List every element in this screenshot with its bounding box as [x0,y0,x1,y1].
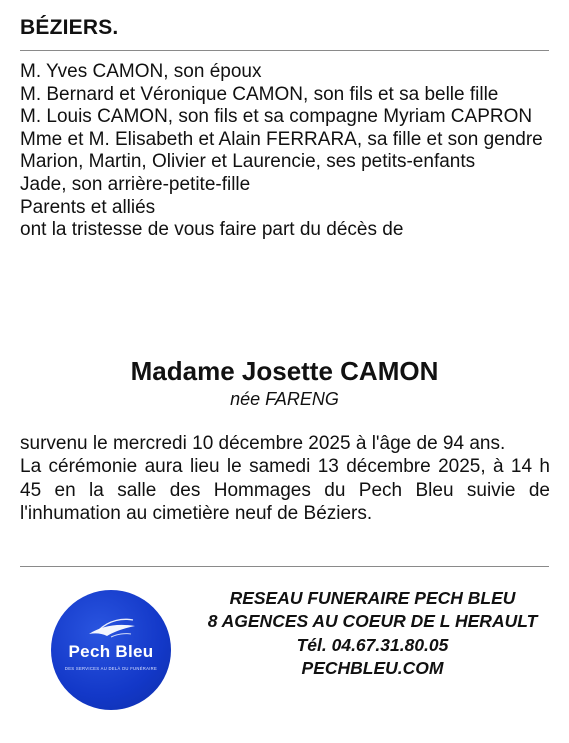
family-line: M. Bernard et Véronique CAMON, son fils et sa belle fille [20,83,499,105]
deceased-name: Madame Josette CAMON [130,356,439,386]
contact-agencies: 8 AGENCES AU COEUR DE L HERAULT [207,611,538,632]
family-line: M. Yves CAMON, son époux [20,61,262,82]
contact-network: RESEAU FUNERAIRE PECH BLEU [229,588,516,608]
family-line: Marion, Martin, Olivier et Laurencie, ses petits-enfants [20,151,476,173]
family-line: Jade, son arrière-petite-fille [20,173,251,195]
logo-name: Pech Bleu [68,642,154,661]
top-divider [20,50,549,51]
contact-website[interactable]: PECHBLEU.COM [301,657,444,678]
maiden-name: née FARENG [230,389,339,409]
family-line: M. Louis CAMON, son fils et sa compagne Myriam CAPRON [20,106,533,128]
details-line: survenu le mercredi 10 décembre 2025 à l'âge de 94 ans. [20,433,506,454]
contact-block [200,587,545,680]
details-line: La cérémonie aura lieu le samedi 13 décembre 2025, à 14 h 45 en la salle des Hommages du Pech Bleu suivie de l'inhumation au cimetière neuf de Béziers. [20,456,550,525]
family-line: Mme et M. Elisabeth et Alain FERRARA, sa fille et son gendre [20,128,543,150]
bottom-divider [20,566,549,567]
pech-bleu-logo [51,590,171,710]
contact-phone[interactable]: Tél. 04.67.31.80.05 [296,634,449,655]
city-heading: BÉZIERS. [20,16,119,39]
logo-tagline: DES SERVICES AU DELÀ DU FUNÉRAIRE [64,666,158,671]
family-line: ont la tristesse de vous faire part du décès de [20,219,404,241]
family-list [20,61,550,242]
family-line: Parents et alliés [20,196,156,218]
funeral-details [20,432,550,526]
